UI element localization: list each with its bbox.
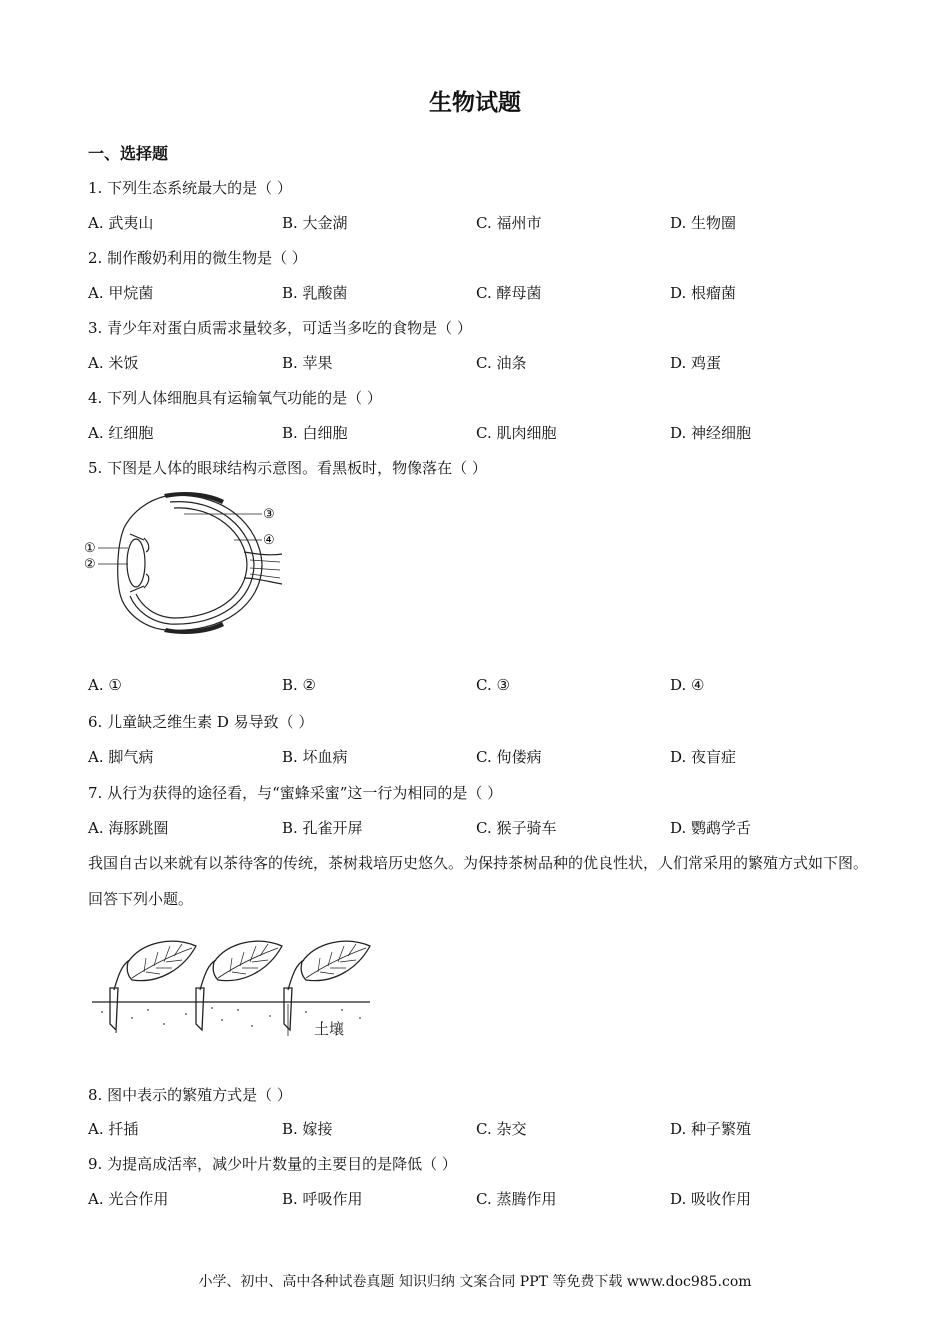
question-2-stem: 2. 制作酸奶利用的微生物是（ ） [88, 249, 307, 267]
option-a: A. 扦插 [88, 1120, 139, 1138]
question-6-stem: 6. 儿童缺乏维生素 D 易导致（ ） [88, 713, 314, 731]
option-d: D. 夜盲症 [670, 748, 737, 766]
option-c: C. 酵母菌 [476, 284, 542, 302]
cutting-2 [196, 941, 282, 1030]
question-1-stem: 1. 下列生态系统最大的是（ ） [88, 179, 292, 197]
option-a: A. 海豚跳圈 [88, 819, 169, 837]
question-5-stem: 5. 下图是人体的眼球结构示意图。看黑板时，物像落在（ ） [88, 459, 487, 477]
option-b: B. 大金湖 [282, 214, 348, 232]
option-d: D. ④ [670, 676, 705, 694]
option-a: A. 红细胞 [88, 424, 154, 442]
option-b: B. 孔雀开屏 [282, 819, 363, 837]
page-title: 生物试题 [429, 90, 521, 116]
reading-passage: 我国自古以来就有以茶待客的传统，茶树栽培历史悠久。为保持茶树品种的优良性状，人们常采用的繁殖方式如下图。回答下列小题。 [88, 854, 869, 908]
page-footer: 小学、初中、高中各种试卷真题 知识归纳 文案合同 PPT 等免费下载 www.doc985.com [198, 1274, 752, 1290]
option-c: C. 佝偻病 [476, 748, 542, 766]
question-2-options [88, 282, 888, 304]
option-b: B. 乳酸菌 [282, 284, 348, 302]
eye-label-2: ② [84, 557, 96, 572]
option-d: D. 鹦鹉学舌 [670, 819, 752, 837]
option-d: D. 吸收作用 [670, 1190, 752, 1208]
option-b: B. 呼吸作用 [282, 1190, 363, 1208]
option-b: B. 苹果 [282, 354, 333, 372]
option-b: B. ② [282, 676, 317, 694]
option-c: C. 油条 [476, 354, 527, 372]
question-7-stem: 7. 从行为获得的途径看，与“蜜蜂采蜜”这一行为相同的是（ ） [88, 784, 503, 802]
eye-label-1: ① [84, 541, 96, 556]
question-3-stem: 3. 青少年对蛋白质需求量较多，可适当多吃的食物是（ ） [88, 319, 472, 337]
option-b: B. 白细胞 [282, 424, 348, 442]
option-a: A. 米饭 [88, 354, 139, 372]
eye-label-3: ③ [263, 507, 275, 522]
option-d: D. 神经细胞 [670, 424, 752, 442]
cutting-3 [284, 941, 370, 1030]
option-c: C. ③ [476, 676, 510, 694]
option-b: B. 嫁接 [282, 1120, 333, 1138]
question-3-options [88, 352, 888, 374]
question-4-options [88, 422, 888, 444]
option-a: A. 光合作用 [88, 1190, 169, 1208]
option-d: D. 种子繁殖 [670, 1120, 752, 1138]
question-4-stem: 4. 下列人体细胞具有运输氧气功能的是（ ） [88, 389, 382, 407]
option-a: A. 武夷山 [88, 214, 154, 232]
option-b: B. 坏血病 [282, 748, 348, 766]
question-8-stem: 8. 图中表示的繁殖方式是（ ） [88, 1086, 292, 1104]
option-a: A. ① [88, 676, 122, 694]
question-6-options [88, 746, 888, 768]
question-9-options [88, 1188, 888, 1210]
option-a: A. 甲烷菌 [88, 284, 154, 302]
option-d: D. 根瘤菌 [670, 284, 737, 302]
question-1-options [88, 212, 888, 234]
question-8-options [88, 1118, 888, 1140]
option-d: D. 生物圈 [670, 214, 737, 232]
option-c: C. 杂交 [476, 1120, 527, 1138]
section-heading: 一、选择题 [88, 144, 169, 163]
eyeball-diagram [84, 488, 284, 638]
cutting-1 [110, 941, 196, 1030]
option-c: C. 蒸腾作用 [476, 1190, 557, 1208]
eye-label-4: ④ [263, 533, 275, 548]
option-c: C. 猴子骑车 [476, 819, 557, 837]
option-a: A. 脚气病 [88, 748, 154, 766]
option-c: C. 肌肉细胞 [476, 424, 557, 442]
option-c: C. 福州市 [476, 214, 542, 232]
question-5-options [88, 676, 888, 698]
question-7-options [88, 817, 888, 839]
question-9-stem: 9. 为提高成活率，减少叶片数量的主要目的是降低（ ） [88, 1155, 457, 1173]
option-d: D. 鸡蛋 [670, 354, 722, 372]
tea-cutting-diagram [92, 932, 382, 1042]
soil-label: 土壤 [314, 1020, 345, 1038]
